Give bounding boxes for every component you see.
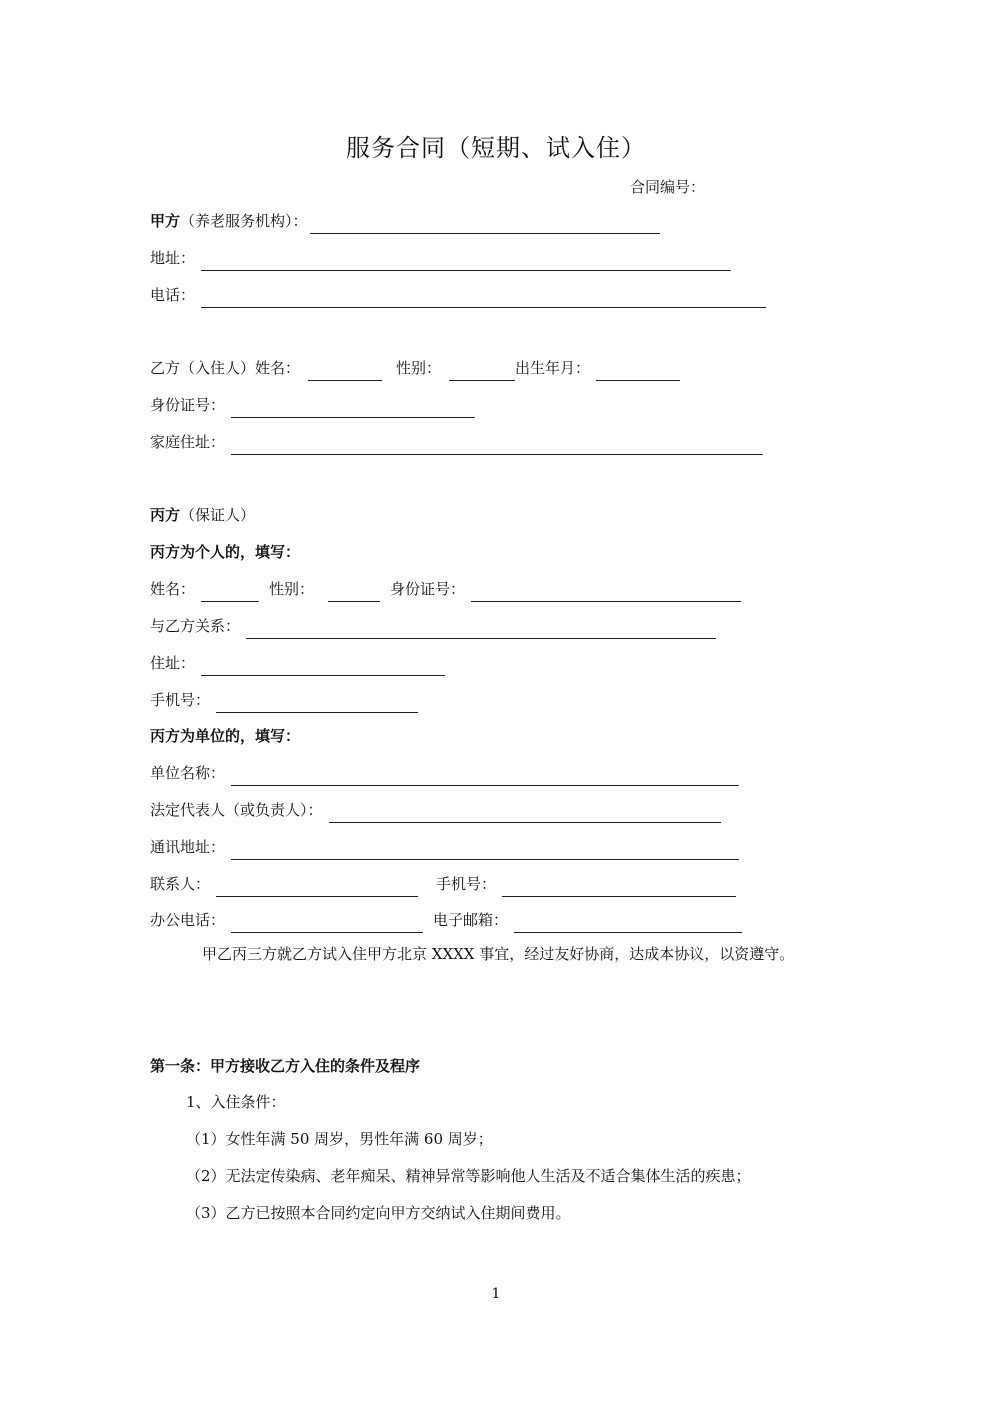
party-c-gender-field[interactable] — [328, 581, 380, 602]
party-b-gender-label: 性别： — [396, 359, 442, 377]
party-b-id-row — [150, 392, 475, 418]
article-1-item-1: 1、入住条件： — [186, 1093, 286, 1111]
party-b-home-field[interactable] — [231, 434, 763, 455]
party-c-email-field[interactable] — [514, 912, 742, 933]
party-a-heading: 甲方 — [150, 212, 181, 230]
party-b-name-label: 乙方（入住人）姓名： — [150, 359, 301, 377]
article-1-sub-3: （3）乙方已按照本合同约定向甲方交纳试入住期间费用。 — [186, 1204, 571, 1222]
party-c-address-label: 住址： — [150, 654, 196, 672]
party-a-name-row — [150, 208, 660, 234]
party-c-unit-name-field[interactable] — [231, 765, 739, 786]
party-b-birth-label: 出生年月： — [515, 359, 591, 377]
party-c-heading: 丙方 — [150, 506, 181, 524]
party-c-contact-mobile-field[interactable] — [502, 876, 736, 897]
party-b-home-label: 家庭住址： — [150, 433, 226, 451]
party-a-name-field[interactable] — [310, 213, 660, 234]
party-b-gender-field[interactable] — [449, 360, 515, 381]
party-c-name-field[interactable] — [201, 581, 259, 602]
party-c-unit-heading: 丙方为单位的，填写： — [150, 727, 301, 745]
party-a-heading-note: （养老服务机构）： — [180, 212, 308, 230]
party-b-id-label: 身份证号： — [150, 396, 226, 414]
party-c-mobile-field[interactable] — [216, 692, 418, 713]
article-1-sub-2: （2）无法定传染病、老年痴呆、精神异常等影响他人生活及不适合集体生活的疾患； — [186, 1167, 751, 1185]
party-c-legal-rep-row — [150, 797, 721, 823]
party-c-id-field[interactable] — [471, 581, 741, 602]
party-c-heading-row — [150, 502, 255, 528]
party-c-relation-label: 与乙方关系： — [150, 617, 241, 635]
article-1-sub-1: （1）女性年满 50 周岁，男性年满 60 周岁； — [186, 1130, 493, 1148]
party-c-office-phone-field[interactable] — [231, 912, 423, 933]
party-c-contact-field[interactable] — [216, 876, 418, 897]
party-c-relation-field[interactable] — [246, 618, 716, 639]
party-c-email-label: 电子邮箱： — [433, 911, 509, 929]
party-c-mail-address-row — [150, 834, 739, 860]
party-c-individual-heading: 丙方为个人的，填写： — [150, 543, 301, 561]
page-number: 1 — [491, 1286, 501, 1302]
party-b-name-field[interactable] — [308, 360, 382, 381]
party-c-contact-mobile-label: 手机号： — [436, 875, 497, 893]
party-c-mail-address-label: 通讯地址： — [150, 838, 226, 856]
intro-paragraph: 甲乙丙三方就乙方试入住甲方北京 XXXX 事宜，经过友好协商，达成本协议，以资遵守。 — [202, 945, 795, 963]
party-c-heading-note: （保证人） — [180, 506, 256, 524]
party-b-id-field[interactable] — [231, 397, 475, 418]
party-a-address-label: 地址： — [150, 249, 196, 267]
party-c-address-row — [150, 650, 445, 676]
party-c-name-row — [150, 576, 741, 602]
party-c-address-field[interactable] — [201, 655, 445, 676]
party-b-home-row — [150, 429, 763, 455]
party-c-gender-label: 性别： — [269, 580, 315, 598]
party-c-unit-name-row — [150, 760, 739, 786]
party-c-relation-row — [150, 613, 716, 639]
party-c-office-row — [150, 907, 742, 933]
party-c-mail-address-field[interactable] — [231, 839, 739, 860]
party-c-office-phone-label: 办公电话： — [150, 911, 226, 929]
party-c-name-label: 姓名： — [150, 580, 196, 598]
article-1-heading: 第一条：甲方接收乙方入住的条件及程序 — [150, 1057, 421, 1075]
party-c-unit-name-label: 单位名称： — [150, 764, 226, 782]
document-title: 服务合同（短期、试入住） — [346, 134, 646, 162]
party-c-mobile-row — [150, 687, 418, 713]
party-c-legal-rep-label: 法定代表人（或负责人）： — [150, 801, 323, 819]
party-b-name-row — [150, 355, 680, 381]
party-a-address-field[interactable] — [201, 250, 731, 271]
party-a-phone-label: 电话： — [150, 286, 196, 304]
party-a-phone-row — [150, 282, 766, 308]
party-b-birth-field[interactable] — [596, 360, 680, 381]
party-a-phone-field[interactable] — [201, 287, 766, 308]
party-c-id-label: 身份证号： — [390, 580, 466, 598]
party-c-contact-label: 联系人： — [150, 875, 211, 893]
contract-number-label: 合同编号： — [630, 178, 706, 196]
party-a-address-row — [150, 245, 731, 271]
party-c-contact-row — [150, 871, 736, 897]
party-c-mobile-label: 手机号： — [150, 691, 211, 709]
party-c-legal-rep-field[interactable] — [329, 802, 721, 823]
